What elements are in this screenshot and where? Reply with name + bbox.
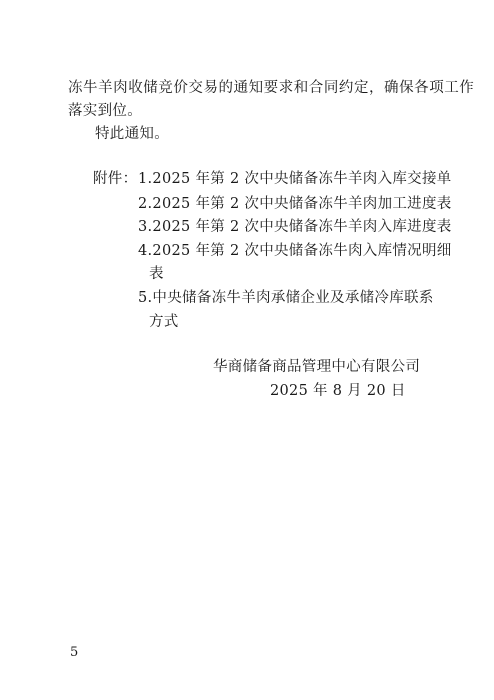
attachment-item-1: 1.2025 年第 2 次中央储备冻牛羊肉入库交接单 <box>138 171 452 187</box>
attachment-item-5-continuation: 方式 <box>149 314 179 330</box>
signature-date: 2025 年 8 月 20 日 <box>270 383 406 399</box>
attachment-item-4-continuation: 表 <box>149 266 164 282</box>
attachment-item-3: 3.2025 年第 2 次中央储备冻牛羊肉入库进度表 <box>138 219 452 235</box>
attachments-label: 附件： <box>93 171 138 187</box>
notice-closing: 特此通知。 <box>95 126 169 142</box>
attachment-item-4: 4.2025 年第 2 次中央储备冻牛肉入库情况明细 <box>138 243 452 259</box>
attachment-item-2: 2.2025 年第 2 次中央储备冻牛羊肉加工进度表 <box>138 196 452 212</box>
signature-organization: 华商储备商品管理中心有限公司 <box>213 359 421 375</box>
attachment-item-5: 5.中央储备冻牛羊肉承储企业及承储冷库联系 <box>138 290 434 306</box>
page-number: 5 <box>70 645 79 660</box>
paragraph-line-2: 落实到位。 <box>68 103 142 119</box>
paragraph-line-1: 冻牛羊肉收储竞价交易的通知要求和合同约定，确保各项工作 <box>68 80 475 96</box>
